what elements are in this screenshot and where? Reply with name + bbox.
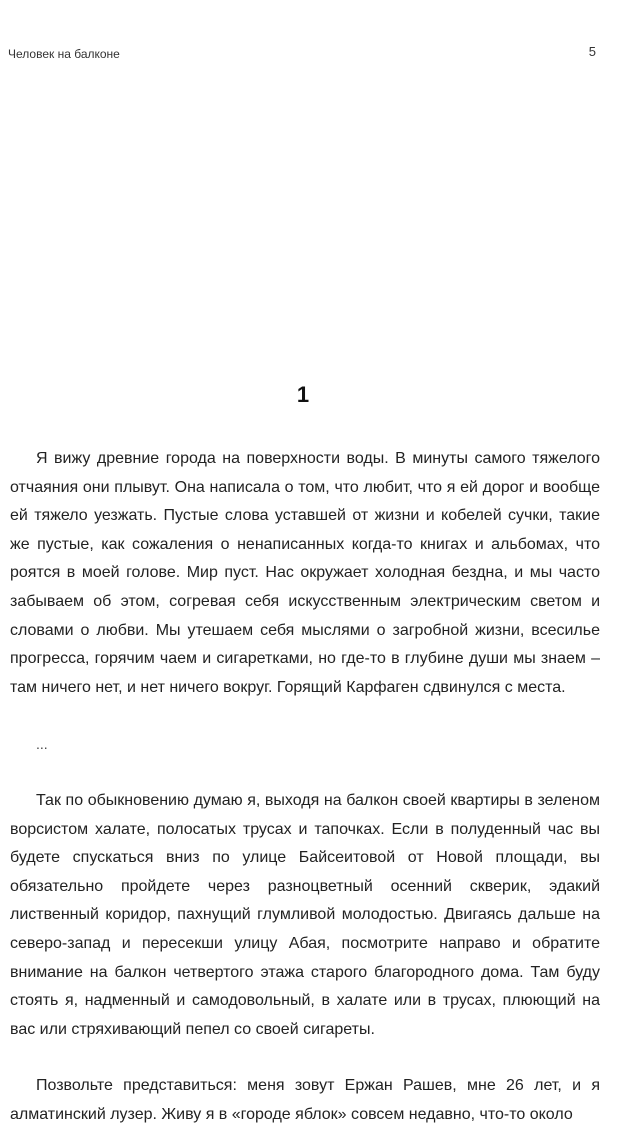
paragraph-gap: [10, 759, 600, 787]
paragraph-gap: [10, 1044, 600, 1072]
running-head-title: Человек на балконе: [8, 47, 120, 61]
paragraph-gap: [10, 702, 600, 730]
paragraph-2: Так по обыкновению думаю я, выходя на балкон своей квартиры в зеленом ворсистом халате, полосатых трусах и тапочках. Если в полуденный час вы будете спускаться вниз по улице Байсеитовой от Новой площади, вы обязательно пройдете через разноцветный осенний скверик, эдакий лиственный коридор, пахнущий глумливой молодостью. Двигаясь дальше на северо-запад и пересекши улицу Абая, посмотрите направо и обратите внимание на балкон четвертого этажа старого благородного дома. Там буду стоять я, надменный и самодовольный, в халате или в трусах, плюющий на вас или стряхивающий пепел со своей сигареты.: [10, 791, 600, 1038]
chapter-number: 1: [296, 382, 310, 407]
page-number: 5: [588, 44, 596, 59]
paragraph-3: Позвольте представиться: меня зовут Ержан Рашев, мне 26 лет, и я алматинский лузер. Живу я в «городе яблок» совсем недавно, что-то около: [10, 1077, 600, 1123]
body-text: [10, 445, 600, 1129]
section-ellipsis: ...: [36, 736, 48, 753]
paragraph-1: Я вижу древние города на поверхности воды. В минуты самого тяжелого отчаяния они плывут. Она написала о том, что любит, что я ей дорог и вообще ей тяжело уезжать. Пустые слова уставшей от жизни и кобелей сучки, такие же пустые, как сожаления о ненаписанных когда-то книгах и альбомах, что роятся в моей голове. Мир пуст. Нас окружает холодная бездна, и мы часто забываем об этом, согревая себя искусственным электрическим светом и словами о любви. Мы утешаем себя мыслями о загробной жизни, всесилье прогресса, горячим чаем и сигаретками, но где-то в глубине души мы знаем – там ничего нет, и нет ничего вокруг. Горящий Карфаген сдвинулся с места.: [10, 450, 600, 696]
